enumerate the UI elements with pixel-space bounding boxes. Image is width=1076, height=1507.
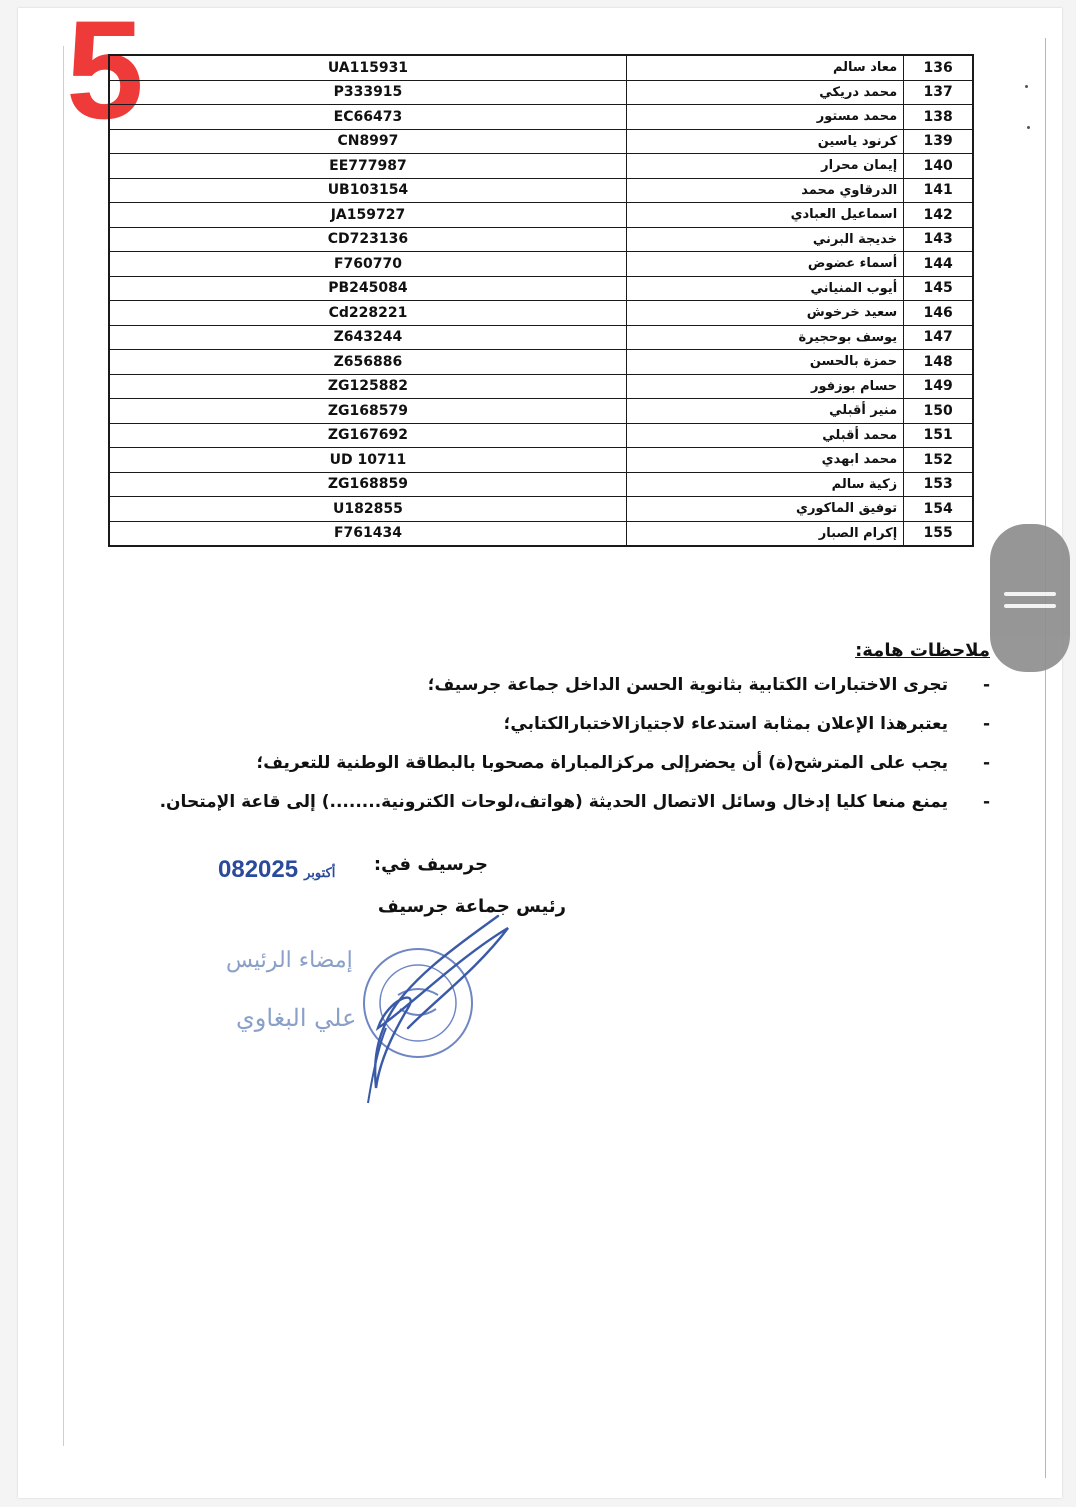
table-row — [109, 276, 973, 301]
table-row — [109, 105, 973, 130]
candidate-name: يوسف بوحجيرة — [626, 325, 903, 350]
candidate-number: 151 — [904, 423, 973, 448]
table-row — [109, 374, 973, 399]
table-row — [109, 399, 973, 424]
candidate-number: 144 — [904, 252, 973, 277]
candidate-id: ZG168859 — [109, 472, 626, 497]
candidate-number: 142 — [904, 203, 973, 228]
candidate-id: Cd228221 — [109, 301, 626, 326]
page-number-mark: 5 — [66, 0, 142, 148]
handwritten-name: علي البغاوي — [236, 1004, 357, 1032]
page-border-right — [1045, 38, 1046, 1478]
candidate-name: توفيق الماكوري — [626, 497, 903, 522]
page-border-left — [63, 46, 64, 1446]
candidate-name: الدرقاوي محمد — [626, 178, 903, 203]
candidate-number: 149 — [904, 374, 973, 399]
scroll-handle-grip-line — [1004, 604, 1056, 608]
candidate-name: حسام بوزفور — [626, 374, 903, 399]
candidate-number: 155 — [904, 521, 973, 546]
scan-speck — [1025, 85, 1028, 88]
candidate-id: ZG125882 — [109, 374, 626, 399]
signature-scribble — [348, 888, 538, 1108]
candidate-name: زكية سالم — [626, 472, 903, 497]
candidate-number: 154 — [904, 497, 973, 522]
note-text: تجرى الاختبارات الكتابية بثانوية الحسن الداخل جماعة جرسيف؛ — [427, 675, 948, 695]
candidate-name: معاد سالم — [626, 55, 903, 80]
candidate-id: Z656886 — [109, 350, 626, 375]
signature-stroke — [375, 916, 508, 1088]
candidate-name: محمد مستور — [626, 105, 903, 130]
note-text: يعتبرهذا الإعلان بمثابة استدعاء لاجتيازالاختبارالكتابي؛ — [503, 714, 948, 734]
document-page — [18, 0, 1062, 1498]
scan-speck — [1027, 126, 1030, 129]
candidate-number: 148 — [904, 350, 973, 375]
candidate-number: 152 — [904, 448, 973, 473]
candidate-name: حمزة بالحسن — [626, 350, 903, 375]
table-row — [109, 203, 973, 228]
candidate-id: UD 10711 — [109, 448, 626, 473]
candidate-number: 146 — [904, 301, 973, 326]
candidate-id: ZG168579 — [109, 399, 626, 424]
candidate-number: 136 — [904, 55, 973, 80]
table-row — [109, 448, 973, 473]
date-month: أكتوبر — [304, 865, 336, 880]
date-day: 08 — [218, 856, 245, 883]
candidate-name: سعيد خرخوش — [626, 301, 903, 326]
table-row — [109, 80, 973, 105]
candidate-id: F761434 — [109, 521, 626, 546]
candidate-name: أسماء عضوض — [626, 252, 903, 277]
note-bullet: - — [982, 675, 990, 695]
note-item — [130, 675, 990, 695]
candidates-table — [108, 54, 974, 547]
note-bullet: - — [982, 753, 990, 773]
candidate-id: EE777987 — [109, 154, 626, 179]
note-item — [130, 753, 990, 773]
candidate-name: اسماعيل العبادي — [626, 203, 903, 228]
table-row — [109, 350, 973, 375]
table-row — [109, 301, 973, 326]
candidate-name: أيوب المنياني — [626, 276, 903, 301]
place-label: جرسيف في: — [373, 854, 488, 875]
candidate-id: PB245084 — [109, 276, 626, 301]
notes-list — [130, 675, 990, 812]
candidate-id: U182855 — [109, 497, 626, 522]
candidate-number: 141 — [904, 178, 973, 203]
important-notes — [130, 640, 990, 831]
table-row — [109, 55, 973, 80]
note-text: يمنع منعا كليا إدخال وسائل الاتصال الحديثة (هواتف،لوحات الكترونية........) إلى قاعة الإمتحان. — [159, 792, 948, 812]
candidate-number: 139 — [904, 129, 973, 154]
scroll-handle-grip-line — [1004, 592, 1056, 596]
candidate-number: 150 — [904, 399, 973, 424]
table-row — [109, 129, 973, 154]
date-year: 2025 — [244, 856, 299, 883]
table-row — [109, 472, 973, 497]
note-item — [130, 714, 990, 734]
candidate-id: CN8997 — [109, 129, 626, 154]
candidate-id: F760770 — [109, 252, 626, 277]
table-row — [109, 252, 973, 277]
candidate-name: منير أقبلي — [626, 399, 903, 424]
president-title: رئيس جماعة جرسيف — [377, 896, 566, 917]
notes-title: ملاحظات هامة: — [855, 640, 990, 661]
table-row — [109, 154, 973, 179]
candidate-id: P333915 — [109, 80, 626, 105]
candidate-number: 140 — [904, 154, 973, 179]
table-row — [109, 423, 973, 448]
candidate-id: CD723136 — [109, 227, 626, 252]
candidate-id: JA159727 — [109, 203, 626, 228]
candidate-name: محمد دريكي — [626, 80, 903, 105]
table-row — [109, 227, 973, 252]
date-stamp — [218, 856, 341, 884]
note-bullet: - — [982, 792, 990, 812]
handwritten-signature-label: إمضاء الرئيس — [226, 948, 353, 973]
note-bullet: - — [982, 714, 990, 734]
table-row — [109, 497, 973, 522]
candidate-name: إيمان محرار — [626, 154, 903, 179]
candidate-id: EC66473 — [109, 105, 626, 130]
candidate-number: 138 — [904, 105, 973, 130]
candidate-id: UB103154 — [109, 178, 626, 203]
scroll-handle[interactable] — [990, 524, 1070, 672]
candidate-name: إكرام الصبار — [626, 521, 903, 546]
table-row — [109, 178, 973, 203]
table-row — [109, 325, 973, 350]
candidate-number: 153 — [904, 472, 973, 497]
candidate-name: كرنود ياسين — [626, 129, 903, 154]
candidate-id: UA115931 — [109, 55, 626, 80]
signature-tail — [368, 1028, 386, 1103]
candidate-number: 147 — [904, 325, 973, 350]
note-text: يجب على المترشح(ة) أن يحضرإلى مركزالمباراة مصحوبا بالبطاقة الوطنية للتعريف؛ — [256, 753, 948, 773]
candidate-number: 145 — [904, 276, 973, 301]
candidate-name: محمد أقبلي — [626, 423, 903, 448]
candidates-table-body — [109, 55, 973, 546]
candidate-id: ZG167692 — [109, 423, 626, 448]
candidate-name: محمد ابهدي — [626, 448, 903, 473]
table-row — [109, 521, 973, 546]
candidate-number: 143 — [904, 227, 973, 252]
candidate-id: Z643244 — [109, 325, 626, 350]
place-and-date — [218, 848, 518, 888]
candidate-name: خديجة البرني — [626, 227, 903, 252]
note-item — [130, 792, 990, 812]
candidate-number: 137 — [904, 80, 973, 105]
